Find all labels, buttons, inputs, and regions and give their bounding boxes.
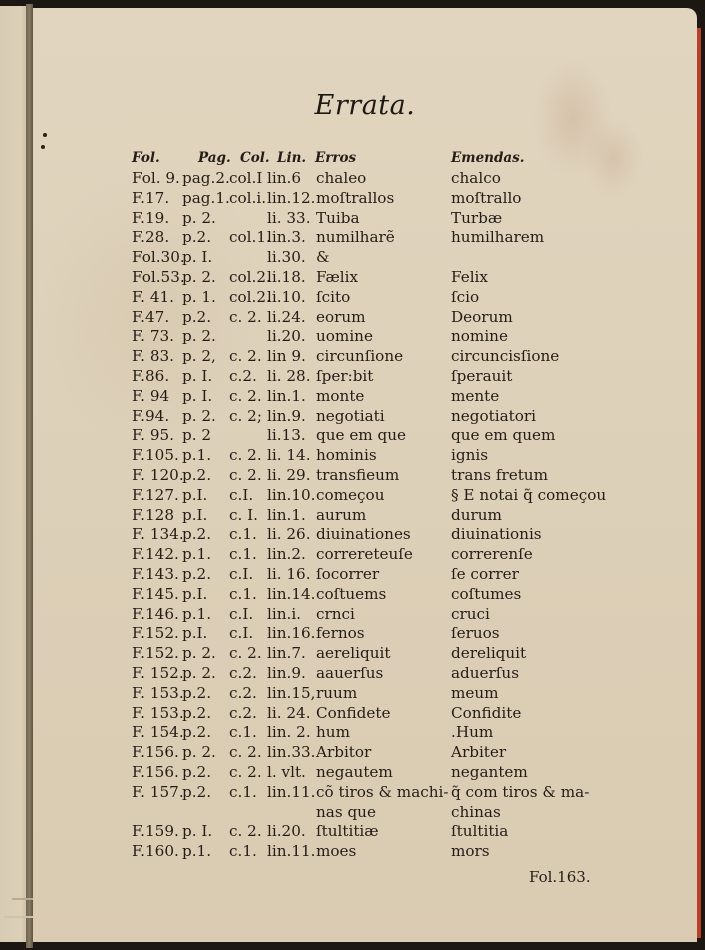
cell-erro: correreteuſe	[316, 545, 413, 564]
cell-lin: lin.11.	[267, 842, 316, 861]
cell-col: c.2.	[229, 664, 257, 682]
cell-erro: hum	[316, 723, 350, 742]
cell-fol: F.156.	[132, 743, 179, 762]
cell-erro: diuinationes	[316, 525, 411, 544]
cell-erro: transfieum	[316, 466, 400, 484]
header-erros: Erros	[315, 150, 357, 166]
cell-lin: lin.15,	[267, 683, 316, 702]
cell-lin: lin.10.	[267, 485, 316, 504]
cell-col: c. 2.	[229, 822, 262, 841]
cell-lin: lin. 2.	[267, 723, 311, 742]
cell-pag: p. 2.	[182, 406, 216, 425]
cell-lin: li. 28.	[267, 367, 311, 385]
cell-col: c.I.	[229, 485, 254, 504]
cell-lin: l. vlt.	[267, 763, 306, 781]
cell-lin: li. 16.	[267, 565, 311, 583]
ink-spot	[41, 145, 45, 149]
cell-lin: li. 29.	[267, 466, 311, 484]
cell-col: c.2.	[229, 703, 257, 722]
cell-pag: p.2.	[182, 228, 212, 247]
cell-lin: lin.1.	[267, 386, 306, 405]
cell-emenda: ſeruos	[451, 624, 500, 643]
cell-erro: Tuiba	[316, 208, 360, 227]
cell-lin: li. 26.	[267, 525, 311, 544]
cell-lin: li.20.	[267, 822, 306, 841]
cell-fol: F.159.	[132, 822, 179, 841]
cell-erro: aurum	[316, 505, 367, 524]
red-page-edge	[697, 28, 701, 938]
header-pag: Pag.	[198, 150, 231, 166]
cell-col: c.2.	[229, 683, 257, 702]
cell-pag: p.2.	[182, 525, 212, 544]
cell-erro: negotiati	[316, 406, 385, 425]
cell-pag: p.I.	[182, 624, 208, 643]
cell-fol: F.28.	[132, 228, 170, 247]
cell-lin: lin.2.	[267, 545, 306, 564]
cell-erro: moes	[316, 842, 357, 861]
cell-erro: &	[316, 248, 330, 267]
cell-fol: Fol.30.	[132, 248, 185, 267]
cell-lin: li.20.	[267, 327, 306, 346]
cell-emenda: Arbiter	[451, 743, 507, 762]
cell-emenda: ignis	[451, 446, 489, 465]
cell-emenda: ſcio	[451, 287, 480, 306]
cell-lin: li.13.	[267, 426, 306, 445]
cell-emenda: cruci	[451, 604, 490, 623]
cell-pag: p.1.	[182, 842, 212, 861]
cell-erro: coſtuems	[316, 584, 387, 603]
cell-col: col.I	[229, 169, 263, 187]
cell-col: c.1.	[229, 782, 257, 801]
cell-col: c.2.	[229, 367, 257, 385]
cell-emenda: nomine	[451, 327, 508, 346]
cell-lin: li.18.	[267, 268, 306, 286]
cell-pag: p. I.	[182, 248, 213, 267]
cell-emenda: diuinationis	[451, 525, 542, 544]
cell-erro: Confidete	[316, 703, 391, 722]
cell-fol: Fol. 9.	[132, 169, 180, 187]
cell-pag: p. 2.	[182, 208, 216, 227]
cell-emenda: que em quem	[451, 426, 556, 445]
cell-erro: ſtultitiæ	[316, 822, 379, 841]
cell-col: c.1.	[229, 525, 257, 544]
cell-fol: F.143.	[132, 565, 179, 583]
cell-pag: p.I.	[182, 584, 208, 603]
cell-erro: começou	[316, 485, 385, 504]
cell-emenda: ſtultitia	[451, 822, 509, 841]
cell-pag: p.1.	[182, 545, 212, 564]
cell-fol: F. 94	[132, 386, 170, 405]
cell-col: c. 2.	[229, 763, 262, 781]
cell-lin: li. 14.	[267, 446, 311, 465]
cell-emenda: chinas	[451, 802, 501, 821]
cell-lin: lin.11.	[267, 782, 316, 801]
cell-fol: F. 154.	[132, 723, 184, 742]
cell-pag: p.2.	[182, 307, 212, 326]
cell-lin: lin.7.	[267, 644, 306, 663]
cell-fol: F.156.	[132, 763, 179, 781]
cell-erro: circunſione	[316, 347, 404, 366]
cell-col: c.1.	[229, 842, 257, 861]
cell-pag: p.2.	[182, 723, 212, 742]
cell-fol: F. 157.	[132, 782, 184, 801]
cell-fol: F. 41.	[132, 287, 174, 306]
cell-emenda: negantem	[451, 763, 528, 781]
cell-col: c.I.	[229, 604, 254, 623]
cell-erro: chaleo	[316, 169, 367, 187]
cell-emenda: ſe correr	[451, 565, 519, 583]
cell-erro: aauerſus	[316, 664, 384, 682]
cell-pag: p.1.	[182, 604, 212, 623]
cell-fol: Fol.53.	[132, 268, 185, 286]
cell-lin: lin.33.	[267, 743, 316, 762]
header-lin: Lin.	[277, 150, 307, 166]
cell-pag: p.2.	[182, 782, 212, 801]
cell-emenda: negotiatori	[451, 406, 537, 425]
cell-fol: F.152.	[132, 624, 179, 643]
cell-erro: ruum	[316, 683, 358, 702]
cell-col: c. 2.	[229, 644, 262, 663]
cell-fol: F. 153.	[132, 683, 184, 702]
cell-lin: lin.14.	[267, 584, 316, 603]
cell-emenda: aduerſus	[451, 664, 520, 682]
cell-lin: lin 9.	[267, 347, 306, 366]
cell-pag: pag.1.	[182, 188, 230, 207]
cell-lin: li. 33.	[267, 208, 311, 227]
cell-erro: crnci	[316, 604, 355, 623]
cell-col: c. I.	[229, 505, 258, 524]
cell-pag: p.I.	[182, 485, 208, 504]
cell-lin: lin.i.	[267, 604, 302, 623]
cell-pag: p. 2.	[182, 644, 216, 663]
cell-col: c.I.	[229, 624, 254, 643]
folio-number: Fol.163.	[529, 868, 591, 886]
cell-pag: p. I.	[182, 367, 213, 385]
cell-pag: p.2.	[182, 703, 212, 722]
cell-col: col.2.	[229, 268, 271, 286]
cell-fol: F. 95.	[132, 426, 174, 445]
cell-erro: moſtrallos	[316, 188, 395, 207]
cell-col: c. 2;	[229, 406, 262, 425]
cell-pag: p.2.	[182, 683, 212, 702]
cell-fol: F.160.	[132, 842, 179, 861]
cell-col: c. 2.	[229, 307, 262, 326]
cell-emenda: § E notai q̃ começou	[451, 485, 607, 504]
cell-erro: eorum	[316, 307, 366, 326]
cell-erro: monte	[316, 386, 365, 405]
cell-lin: lin.1.	[267, 505, 306, 524]
cell-lin: li.30.	[267, 248, 306, 267]
cell-col: c. 2.	[229, 743, 262, 762]
cell-lin: lin.9.	[267, 664, 306, 682]
cell-emenda: .Hum	[451, 723, 494, 742]
cell-emenda: mors	[451, 842, 490, 861]
cell-pag: p. 2.	[182, 743, 216, 762]
cell-emenda: circuncisſione	[451, 347, 560, 366]
errata-page	[33, 8, 697, 942]
cell-emenda: dereliquit	[451, 644, 527, 663]
cell-erro: hominis	[316, 446, 377, 465]
cell-erro: uomine	[316, 327, 373, 346]
cell-erro: fernos	[316, 624, 365, 643]
cell-fol: F.142.	[132, 545, 179, 564]
cell-lin: lin.6	[267, 169, 301, 187]
book-gutter	[26, 4, 33, 948]
cell-lin: lin.16.	[267, 624, 316, 643]
cell-fol: F.128	[132, 505, 174, 524]
cell-pag: p.1.	[182, 446, 212, 465]
cell-erro: cõ tiros & machi-	[316, 782, 449, 801]
cell-col: c. 2.	[229, 446, 262, 465]
cell-fol: F. 83.	[132, 347, 174, 366]
cell-erro: ſcito	[316, 287, 351, 306]
cell-emenda: q̃ com tiros & ma-	[451, 782, 590, 801]
cell-fol: F.19.	[132, 208, 170, 227]
cell-emenda: ſperauit	[451, 367, 513, 385]
cell-pag: p.2.	[182, 565, 212, 583]
cell-pag: p. I.	[182, 386, 213, 405]
cell-fol: F. 73.	[132, 327, 174, 346]
cell-erro: Fælix	[316, 268, 359, 286]
cell-lin: li.10.	[267, 287, 306, 306]
cell-fol: F.146.	[132, 604, 179, 623]
cell-emenda: correrenſe	[451, 545, 533, 564]
cell-col: col.1.	[229, 228, 271, 247]
cell-fol: F.152.	[132, 644, 179, 663]
cell-col: c.1.	[229, 545, 257, 564]
cell-erro: que em que	[316, 426, 407, 445]
cell-lin: lin.3.	[267, 228, 306, 247]
cell-col: c. 2.	[229, 466, 262, 484]
cell-pag: p. 2,	[182, 347, 216, 366]
cell-pag: p. 1.	[182, 287, 216, 306]
cell-emenda: Turbæ	[451, 208, 503, 227]
cell-fol: F.94.	[132, 406, 170, 425]
cell-pag: p. 2.	[182, 327, 216, 346]
cell-lin: li.24.	[267, 307, 306, 326]
cell-pag: pag.2.	[182, 169, 230, 187]
cell-erro: Arbitor	[316, 743, 372, 762]
cell-pag: p.I.	[182, 505, 208, 524]
cell-col: col.i.	[229, 188, 267, 207]
cell-pag: p.2.	[182, 466, 212, 484]
cell-fol: F.145.	[132, 584, 179, 603]
cell-lin: li. 24.	[267, 703, 311, 722]
cell-pag: p. 2	[182, 426, 212, 445]
cell-fol: F. 120.	[132, 466, 184, 484]
cell-emenda: Deorum	[451, 307, 513, 326]
header-fol: Fol.	[132, 150, 160, 166]
cell-erro: nas que	[316, 802, 376, 821]
page-title: Errata.	[314, 90, 416, 121]
header-col: Col.	[240, 150, 270, 166]
cell-erro: negautem	[316, 763, 393, 781]
cell-erro: ſper:bit	[316, 367, 374, 385]
cell-emenda: durum	[451, 505, 502, 524]
cell-col: c.1.	[229, 584, 257, 603]
cell-emenda: mente	[451, 386, 500, 405]
cell-emenda: meum	[451, 683, 499, 702]
cell-erro: ſocorrer	[316, 565, 380, 583]
cell-fol: F.17.	[132, 188, 170, 207]
cell-fol: F. 152.	[132, 664, 184, 682]
cell-emenda: chalco	[451, 169, 501, 187]
cell-lin: lin.12.	[267, 188, 316, 207]
cell-fol: F.47.	[132, 307, 170, 326]
cell-emenda: Confidite	[451, 703, 522, 722]
cell-emenda: trans fretum	[451, 466, 548, 484]
cell-emenda: moſtrallo	[451, 188, 522, 207]
cell-fol: F.86.	[132, 367, 170, 385]
cell-col: col.2.	[229, 287, 271, 306]
cell-emenda: humilharem	[451, 228, 545, 247]
cell-lin: lin.9.	[267, 406, 306, 425]
header-emendas: Emendas.	[451, 150, 525, 166]
cell-col: c. 2.	[229, 386, 262, 405]
cell-erro: numilharẽ	[316, 228, 395, 247]
cell-fol: F. 153.	[132, 703, 184, 722]
cell-col: c.I.	[229, 565, 254, 583]
cell-emenda: coſtumes	[451, 584, 522, 603]
cell-pag: p. 2.	[182, 664, 216, 682]
cell-emenda: Felix	[451, 268, 488, 286]
cell-fol: F.105.	[132, 446, 179, 465]
cell-pag: p.2.	[182, 763, 212, 781]
cell-fol: F. 134.	[132, 525, 184, 544]
cell-col: c.1.	[229, 723, 257, 742]
cell-pag: p. 2.	[182, 268, 216, 286]
ink-spot	[43, 133, 47, 137]
cell-fol: F.127.	[132, 485, 179, 504]
cell-pag: p. I.	[182, 822, 213, 841]
cell-col: c. 2.	[229, 347, 262, 366]
cell-erro: aereliquit	[316, 644, 391, 663]
